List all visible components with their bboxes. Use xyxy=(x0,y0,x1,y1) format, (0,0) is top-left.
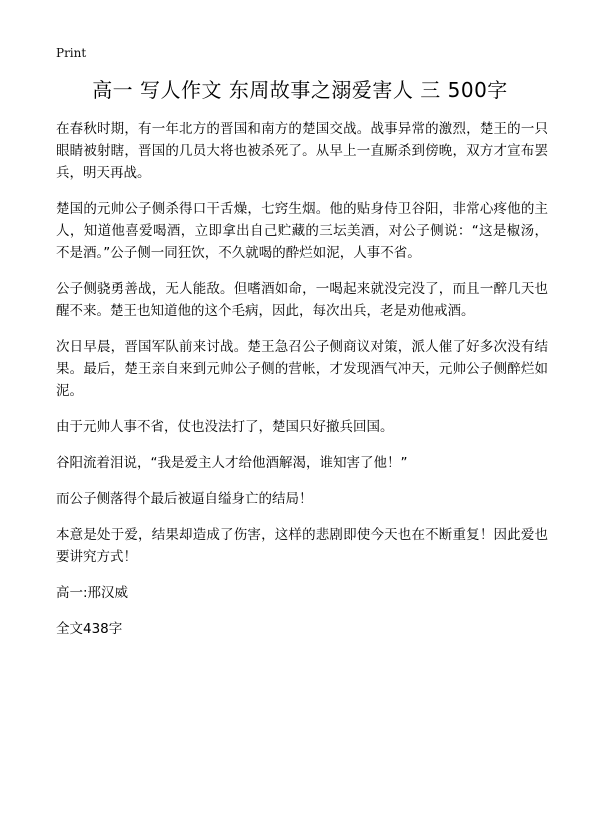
paragraph-1: 在春秋时期，有一年北方的晋国和南方的楚国交战。战事异常的激烈，楚王的一只眼睛被射瞎，晋国的几员大将也被杀死了。从早上一直厮杀到傍晚，双方才宣布罢兵，明天再战。 xyxy=(56,121,548,181)
paragraph-8: 本意是处于爱，结果却造成了伤害，这样的悲剧即使今天也在不断重复！因此爱也要讲究方式！ xyxy=(56,527,548,565)
paragraph-5: 由于元帅人事不省，仗也没法打了，楚国只好撤兵回国。 xyxy=(56,419,394,435)
paragraph-6: 谷阳流着泪说，“我是爱主人才给他酒解渴，谁知害了他！” xyxy=(56,455,408,471)
paragraph-7: 而公子侧落得个最后被逼自缢身亡的结局！ xyxy=(56,491,313,507)
print-link[interactable]: Print xyxy=(56,46,87,60)
paragraph-2: 楚国的元帅公子侧杀得口干舌燥，七窍生烟。他的贴身侍卫谷阳，非常心疼他的主人，知道他喜爱喝酒，立即拿出自己贮藏的三坛美酒，对公子侧说：“这是椒汤，不是酒。”公子侧一同狂饮，不久就喝的酔烂如泥，人事不省。 xyxy=(56,201,548,261)
word-count: 全文438字 xyxy=(56,621,123,637)
paragraph-3: 公子侧骁勇善战，无人能敌。但嗜酒如命，一喝起来就没完没了，而且一醉几天也醒不来。楚王也知道他的这个毛病，因此，每次出兵，老是劝他戒酒。 xyxy=(56,281,548,319)
article-body xyxy=(56,118,548,654)
article-title: 高一 写人作文 东周故事之溺爱害人 三 500字 xyxy=(92,78,508,102)
author-line: 高一:邢汉威 xyxy=(56,585,129,601)
paragraph-4: 次日早晨，晋国军队前来讨战。楚王急召公子侧商议对策，派人催了好多次没有结果。最后，楚王亲自来到元帅公子侧的营帐，才发现酒气冲天，元帅公子侧醉烂如泥。 xyxy=(56,339,548,399)
